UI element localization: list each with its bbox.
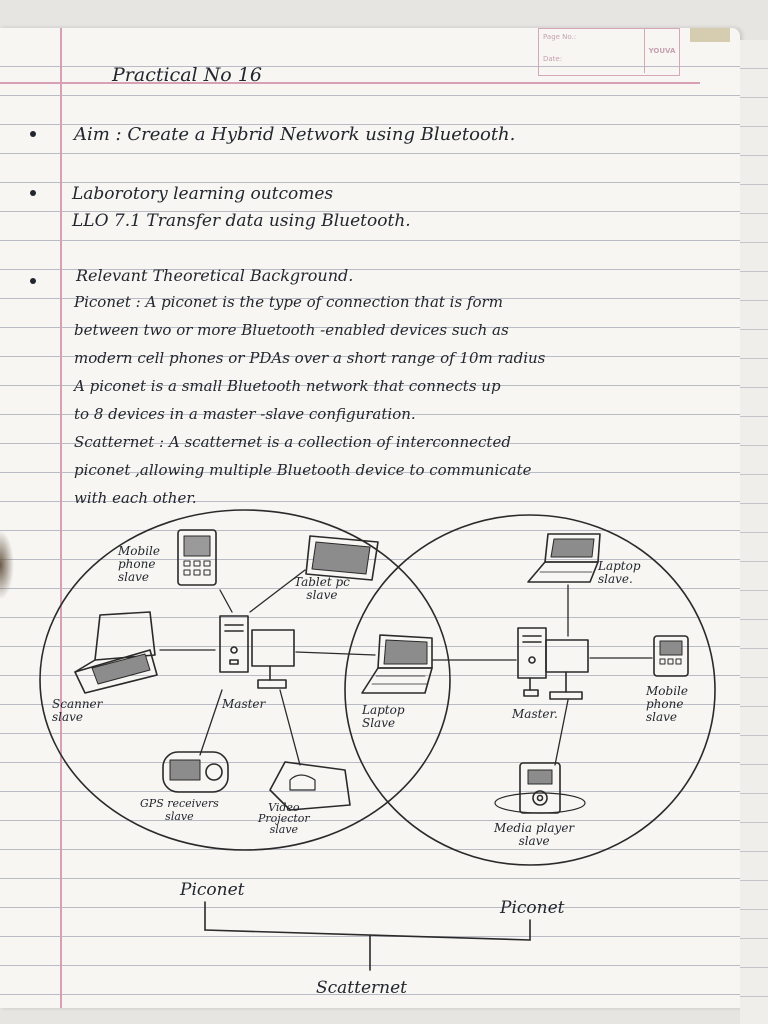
right-master-computer-icon — [518, 628, 588, 699]
mobile-phone-icon — [178, 530, 216, 585]
page-title: Practical No 16 — [112, 64, 262, 86]
right-mobile-phone-icon — [654, 636, 688, 676]
background-line: with each other. — [74, 489, 197, 507]
gps-receiver-icon — [163, 752, 228, 792]
label-piconet-right: Piconet — [500, 898, 565, 918]
background-line: A piconet is a small Bluetooth network that connects up — [74, 377, 501, 395]
label-tablet-pc-slave: Tablet pc slave — [294, 575, 350, 602]
left-master-computer-icon — [220, 616, 294, 688]
label-gps-receivers-slave: GPS receivers slave — [140, 797, 219, 823]
label-scanner-slave: Scanner slave — [52, 697, 103, 724]
label-piconet-left: Piconet — [180, 880, 245, 900]
label-video-projector-slave: Video Projector slave — [258, 801, 310, 836]
label-media-player-slave: Media player slave — [494, 821, 575, 848]
label-mobile-phone-slave: Mobile phone slave — [118, 544, 160, 584]
background-line: Scatternet : A scatternet is a collection of interconnected — [74, 433, 511, 451]
date-label: Date: — [543, 55, 563, 63]
label-right-master: Master. — [512, 707, 558, 721]
background-line: between two or more Bluetooth -enabled devices such as — [74, 321, 509, 339]
label-right-mobile-phone-slave: Mobile phone slave — [646, 684, 688, 724]
background-line: modern cell phones or PDAs over a short range of 10m radius — [74, 349, 546, 367]
background-line: piconet ,allowing multiple Bluetooth device to communicate — [74, 461, 532, 479]
shared-laptop-icon — [362, 635, 432, 693]
brand-logo: YOUVA — [644, 29, 679, 73]
background-line: to 8 devices in a master -slave configuration. — [74, 405, 416, 423]
background-heading: Relevant Theoretical Background. — [76, 266, 354, 285]
media-player-icon — [495, 763, 585, 813]
label-left-master: Master — [222, 697, 266, 711]
page-no-label: Page No.: — [543, 33, 577, 41]
lo-heading: Laborotory learning outcomes — [72, 184, 334, 204]
aim-text: Aim : Create a Hybrid Network using Bluetooth. — [74, 124, 516, 145]
label-laptop-slave: Laptop slave. — [598, 559, 641, 586]
lo-item: LLO 7.1 Transfer data using Bluetooth. — [72, 211, 411, 231]
scanner-icon — [75, 612, 157, 693]
laptop-icon — [528, 534, 600, 582]
label-shared-laptop-slave: Laptop Slave — [362, 703, 405, 730]
scatternet-bracket — [205, 902, 530, 970]
label-scatternet: Scatternet — [316, 978, 407, 998]
background-line: Piconet : A piconet is the type of connection that is form — [74, 293, 503, 311]
